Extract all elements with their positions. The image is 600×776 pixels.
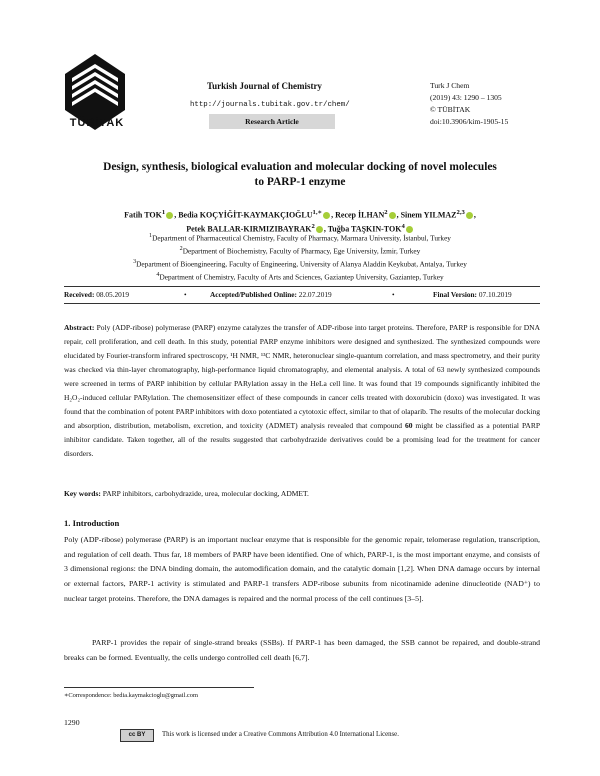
journal-name: Turkish Journal of Chemistry <box>207 81 322 91</box>
author-name: Petek BALLAR-KIRMIZIBAYRAK <box>186 224 312 234</box>
dates-bar <box>64 290 540 302</box>
journal-url-link[interactable]: http://journals.tubitak.gov.tr/chem/ <box>190 101 350 109</box>
author-affil-sup: 2 <box>311 223 315 231</box>
affiliation-text: Department of Pharmaceutical Chemistry, Faculty of Pharmacy, Marmara University, İstanbul, Turkey <box>152 233 451 243</box>
journal-meta-citation: Turk J Chem <box>430 81 470 90</box>
affiliation-sup: 1 <box>149 233 153 239</box>
correspondence-footnote: ∗Correspondence: bedia.kaymakcioglu@gmail.com <box>64 692 198 699</box>
final-version-date: Final Version: 07.10.2019 <box>433 290 512 299</box>
author-name: Fatih TOK <box>124 210 162 220</box>
body-paragraph: PARP-1 provides the repair of single-strand breaks (SSBs). If PARP-1 has been damaged, the SSB cannot be repaired, and double-strand breaks can be formed. Eventually, the cells undergo controlled cell death [6,7]. <box>64 638 540 662</box>
author-name: Sinem YILMAZ <box>400 210 457 220</box>
affiliation-sup: 2 <box>179 245 183 252</box>
bullet-separator: • <box>184 290 187 299</box>
logo-wordmark: TÜBİTAK <box>69 117 125 129</box>
bullet-separator: • <box>392 290 395 299</box>
affiliation-text: Department of Chemistry, Faculty of Arts and Sciences, Gaziantep University, Gaziantep, Turkey <box>159 272 444 282</box>
doi-link[interactable]: doi:10.3906/kim-1905-15 <box>430 117 509 126</box>
author-affil-sup: 4 <box>401 223 405 231</box>
orcid-icon[interactable] <box>323 212 330 219</box>
affiliation <box>40 257 560 270</box>
affiliation-sup: 3 <box>133 258 137 265</box>
author-name: Recep İLHAN <box>335 210 385 220</box>
affiliation-text: Department of Bioengineering, Faculty of Engineering, University of Alanya Aladdin Keykubat, Antalya, Turkey <box>136 259 467 269</box>
author-affil-sup: 1,∗ <box>312 209 323 216</box>
cc-license-icon[interactable]: cc BY <box>120 729 154 742</box>
keywords-label: Key words: <box>64 489 101 498</box>
author-name: Bedia KOÇYİĞİT-KAYMAKÇIOĞLU <box>178 210 313 220</box>
title-line: Design, synthesis, biological evaluation and molecular docking of novel molecules <box>103 161 497 173</box>
author-affil-sup: 1 <box>161 209 166 216</box>
keywords <box>64 489 540 498</box>
orcid-icon[interactable] <box>466 212 473 219</box>
affiliation <box>40 270 560 283</box>
body-paragraph: Poly (ADP-ribose) polymerase (PARP) is an important nuclear enzyme that is responsible for the genomic repair, telomerase regulation, transcription, and regulation of cell death. Thus far, 18 members of PARP have been identified. One of which, PARP-1, is the most important enzyme, and consists of 3 dimensional regions: the DNA binding domain, the automodification domain, and the catalytic domain [1,2]. When DNA damage occurs by internal or external factors, PARP-1 activity is stimulated and PARP-1 transfers ADP-ribose subunits from nicotinamide adenine dinucleotide (NAD⁺) to nuclear target proteins. Therefore, the DNA damages is repaired and the normal process of the cell continues [3–5]. <box>64 535 540 603</box>
license-text: This work is licensed under a Creative Commons Attribution 4.0 International License. <box>162 731 399 738</box>
abstract-label: Abstract: <box>64 323 95 332</box>
divider <box>64 303 540 304</box>
affiliation-text: Department of Biochemistry, Faculty of Pharmacy, Ege University, İzmir, Turkey <box>182 246 421 256</box>
journal-meta-volume: (2019) 43: 1290 – 1305 <box>430 93 502 102</box>
received-date: Received: 08.05.2019 <box>64 290 130 299</box>
author-line: Fatih TOK$^1$ , Bedia KOÇYİĞİT-$KAYMAKÇIOĞLU^{1,∗}$ , Recep İLHAN$^2$ , Sinem YILMAZ$^{2,3}$ , <box>124 209 476 220</box>
accepted-date: Accepted/Published Online: 22.07.2019 <box>210 290 332 299</box>
journal-meta-copyright: © TÜBİTAK <box>430 105 471 114</box>
affiliation <box>40 244 560 257</box>
compound-number: 60 <box>404 421 413 430</box>
affiliation-sup: 4 <box>156 271 160 278</box>
keywords-text: PARP inhibitors, carbohydrazide, urea, molecular docking, ADMET. <box>102 489 309 498</box>
divider <box>64 286 540 287</box>
author-line: Petek BALLAR-KIRMIZIBAYRAK$^2$ , Tuğba TAŞKIN-TOK$^4$ <box>40 221 560 235</box>
author-affil-sup: 2,3 <box>456 209 465 216</box>
abstract-text: might be classified as a potential PARP inhibitor candidate. Taken together, all of the results suggested that carbohydrazide derivatives could be a promising lead for the treatment for cancer disorders. <box>64 421 541 458</box>
orcid-icon[interactable] <box>166 212 173 219</box>
abstract <box>64 321 540 461</box>
abstract-text: Poly (ADP-ribose) polymerase (PARP) enzyme catalyzes the transfer of ADP-ribose into target proteins. Therefore, PARP is responsible for DNA repair, cell proliferation, and cell death. In this study, potential PARP enzyme inhibitors were designed and synthesized. The synthesized compounds were elucidated by Fourier-transform infrared spectroscopy, ¹H NMR, ¹³C NMR, heteronuclear single-quantum correlation, and mass spectrometry, and their purity was checked via thin-layer chromatography, high-performance liquid chromatography, and elemental analysis. A total of 63 newly synthesized compounds were screened in terms of PARP inhibition by cellular PARylation assay in the HeLa cell line. It was found that 19 compounds significantly inhibited the H₂O₂-induced cellular PARylation. The chemosensitizer effect of these compounds in cancer cells treated with doxorubicin (doxo) was investigated. It was found that the combination of potent PARP inhibitors with doxo potentiated a cytotoxic effect, similar to that of olaparib. The results of the molecular docking and absorption, distribution, metabolism, excretion, and toxicity (ADMET) analysis revealed that compound <box>64 323 540 430</box>
section-heading: 1. Introduction <box>64 518 120 528</box>
article-type-badge: Research Article <box>209 114 335 129</box>
paper-title <box>40 160 560 190</box>
author-name: Tuğba TAŞKIN-TOK <box>327 224 402 234</box>
orcid-icon[interactable] <box>389 212 396 219</box>
affiliation <box>40 231 560 244</box>
author-affil-sup: 2 <box>384 209 388 216</box>
page-number: 1290 <box>64 718 80 727</box>
title-line: to PARP-1 enzyme <box>254 176 346 188</box>
footnote-divider <box>64 687 254 688</box>
affiliation-list <box>40 231 560 283</box>
